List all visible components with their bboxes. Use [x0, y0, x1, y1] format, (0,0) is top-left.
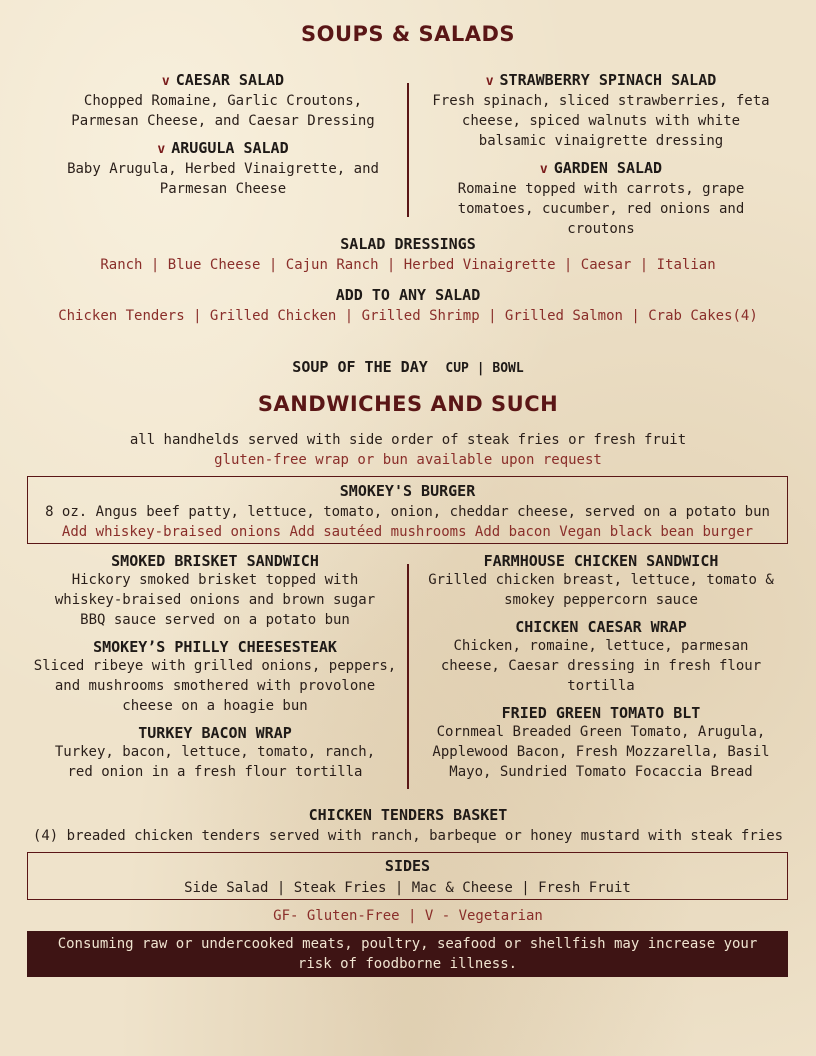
menu-item	[38, 71, 408, 131]
item-name: ARUGULA SALAD	[171, 139, 289, 157]
item-name: SMOKEY’S PHILLY CHEESESTEAK	[93, 638, 337, 656]
item-name: FRIED GREEN TOMATO BLT	[501, 704, 701, 722]
item-name: FARMHOUSE CHICKEN SANDWICH	[483, 552, 719, 570]
item-description: Romaine topped with carrots, grape tomatoes, cucumber, red onions and croutons	[457, 181, 745, 237]
add-to-salad-list: Chicken Tenders | Grilled Chicken | Grilled Shrimp | Grilled Salmon | Crab Cakes(4)	[58, 308, 758, 324]
item-description: 8 oz. Angus beef patty, lettuce, tomato, onion, cheddar cheese, served on a potato bun	[45, 504, 770, 520]
menu-item	[425, 704, 777, 782]
add-to-salad-title: ADD TO ANY SALAD	[335, 286, 481, 304]
menu-item	[422, 159, 780, 239]
menu-item	[30, 724, 400, 782]
vegetarian-marker: v	[157, 142, 166, 157]
item-description: Cornmeal Breaded Green Tomato, Arugula, Applewood Bacon, Fresh Mozzarella, Basil Mayo, Sundried Tomato Focaccia Bread	[432, 724, 770, 780]
soup-sizes: CUP | BOWL	[445, 361, 524, 376]
vegetarian-marker: v	[485, 74, 494, 89]
chicken-tenders-title: CHICKEN TENDERS BASKET	[308, 806, 508, 824]
item-description: Grilled chicken breast, lettuce, tomato & smokey peppercorn sauce	[428, 572, 774, 608]
item-description: Hickory smoked brisket topped with whiskey-braised onions and brown sugar BBQ sauce served on a potato bun	[54, 572, 376, 628]
item-name: SMOKED BRISKET SANDWICH	[111, 552, 319, 570]
sandwiches-right-column	[425, 552, 777, 790]
sides-box	[27, 852, 788, 900]
item-description: Chicken, romaine, lettuce, parmesan cheese, Caesar dressing in fresh flour tortilla	[440, 638, 762, 694]
item-name: SMOKEY'S BURGER	[339, 482, 476, 500]
salad-dressings-list: Ranch | Blue Cheese | Cajun Ranch | Herbed Vinaigrette | Caesar | Italian	[100, 257, 716, 273]
item-description: Chopped Romaine, Garlic Croutons, Parmesan Cheese, and Caesar Dressing	[71, 93, 375, 129]
menu-item	[30, 552, 400, 630]
soup-of-the-day	[0, 357, 816, 378]
salad-dressings-title: SALAD DRESSINGS	[340, 235, 476, 253]
item-name: CAESAR SALAD	[175, 71, 285, 89]
column-divider	[407, 83, 409, 217]
item-name: GARDEN SALAD	[553, 159, 663, 177]
sides-title: SIDES	[384, 857, 431, 875]
sandwiches-left-column	[30, 552, 400, 790]
soup-title: SOUP OF THE DAY	[292, 358, 428, 376]
food-safety-warning	[27, 931, 788, 977]
warning-text: Consuming raw or undercooked meats, poultry, seafood or shellfish may increase your risk of foodborne illness.	[57, 936, 758, 972]
menu-item	[425, 552, 777, 610]
vegetarian-marker: v	[161, 74, 170, 89]
item-description: Fresh spinach, sliced strawberries, feta cheese, spiced walnuts with white balsamic vinaigrette dressing	[432, 93, 770, 149]
menu-item	[422, 71, 780, 151]
sandwiches-title: SANDWICHES AND SUCH	[257, 392, 559, 416]
soups-salads-right-column	[422, 71, 780, 247]
item-description: Baby Arugula, Herbed Vinaigrette, and Parmesan Cheese	[67, 161, 379, 197]
chicken-tenders-description: (4) breaded chicken tenders served with ranch, barbeque or honey mustard with steak fries	[32, 828, 784, 844]
menu-item	[425, 618, 777, 696]
column-divider	[407, 564, 409, 789]
item-name: TURKEY BACON WRAP	[138, 724, 292, 742]
soups-salads-left-column	[38, 71, 408, 207]
dietary-legend: GF- Gluten-Free | V - Vegetarian	[273, 908, 543, 924]
item-name: STRAWBERRY SPINACH SALAD	[499, 71, 717, 89]
burger-box	[27, 476, 788, 544]
sides-list: Side Salad | Steak Fries | Mac & Cheese | Fresh Fruit	[184, 880, 631, 896]
vegetarian-marker: v	[539, 162, 548, 177]
soups-salads-title: SOUPS & SALADS	[300, 22, 516, 46]
burger-addons: Add whiskey-braised onions Add sautéed mushrooms Add bacon Vegan black bean burger	[61, 524, 754, 540]
item-name: CHICKEN CAESAR WRAP	[515, 618, 687, 636]
item-description: Sliced ribeye with grilled onions, peppers, and mushrooms smothered with provolone cheese on a hoagie bun	[33, 658, 397, 714]
menu-item	[38, 139, 408, 199]
sandwiches-intro: all handhelds served with side order of steak fries or fresh fruit	[129, 432, 687, 448]
menu-item	[30, 638, 400, 716]
item-description: Turkey, bacon, lettuce, tomato, ranch, red onion in a fresh flour tortilla	[54, 744, 376, 780]
sandwiches-gluten-free-note: gluten-free wrap or bun available upon request	[214, 452, 602, 468]
